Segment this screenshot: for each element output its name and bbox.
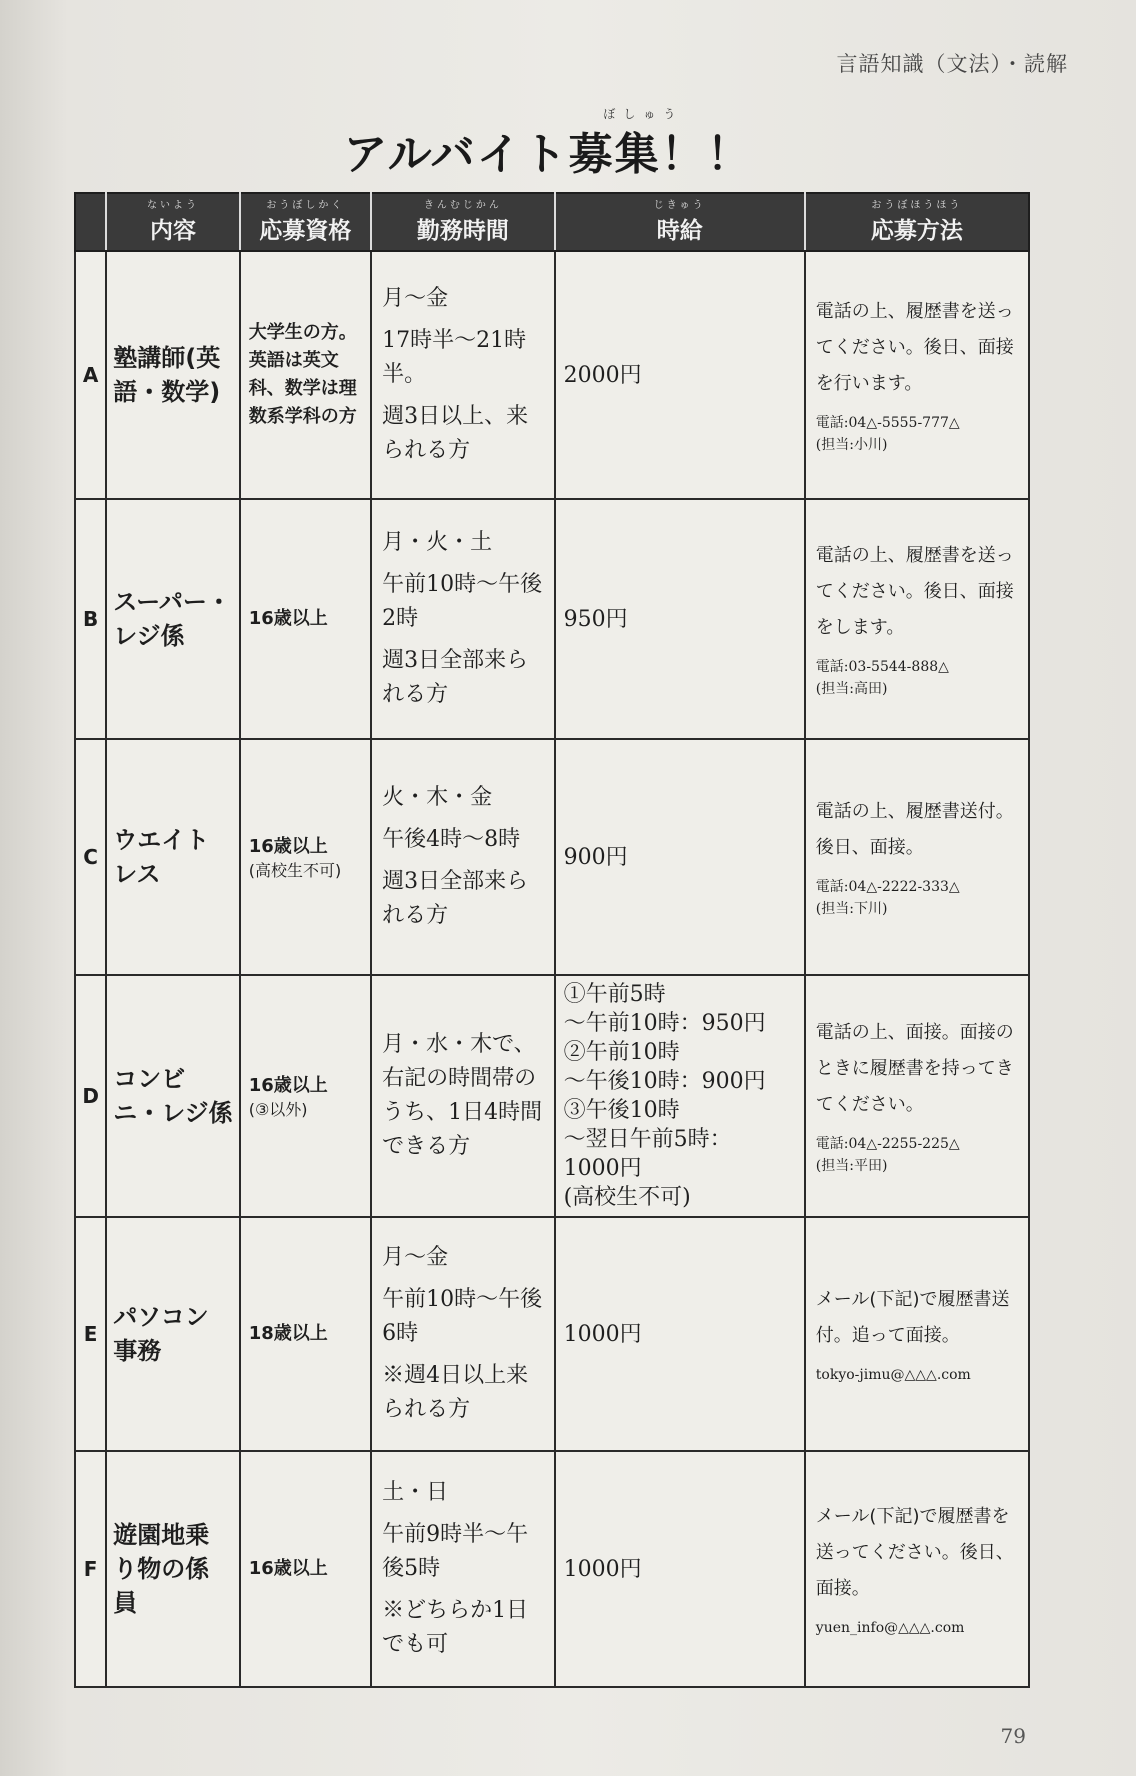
qualification-text: 16歳以上 (248, 1075, 328, 1096)
contact-info (816, 412, 1018, 456)
application-method (805, 1451, 1029, 1687)
hourly-pay (555, 1217, 805, 1451)
header-ruby: じきゅう (653, 199, 706, 211)
qualification (240, 739, 371, 975)
pay-line: ②午前10時 (563, 1040, 680, 1065)
header-ruby: おうぼしかく (266, 199, 345, 211)
work-hours (371, 251, 555, 499)
pay-line: 〜午後10時：900円 (563, 1069, 766, 1094)
hours-line: 土・日 (382, 1480, 449, 1505)
pay-line: 1000円 (563, 1321, 642, 1347)
contact-line: 電話:04△-2255-225△ (815, 1136, 960, 1152)
hourly-pay (555, 739, 805, 975)
hours-line: 火・木・金 (382, 785, 493, 810)
table-row (75, 975, 1029, 1217)
title-ruby: ぼしゅう (603, 107, 684, 121)
contact-info (816, 1133, 1018, 1177)
pay-line: 1000円 (563, 1556, 642, 1582)
method-text: メール(下記)で履歴書送付。追って面接。 (815, 1289, 1010, 1346)
hours-line: ※どちらか1日でも可 (382, 1598, 529, 1657)
hours-line: 午前9時半〜午後5時 (382, 1522, 529, 1581)
row-letter: A (75, 251, 106, 499)
header-pay (555, 193, 805, 251)
contact-line: 電話:04△-2222-333△ (815, 879, 960, 895)
contact-line: (担当:高田) (815, 681, 888, 697)
title-text: アルバイト募集！！ (343, 129, 753, 180)
job-listing-table (74, 192, 1030, 1688)
hours-line: 週3日以上、来られる方 (382, 404, 529, 463)
work-hours (371, 739, 555, 975)
work-hours (371, 499, 555, 739)
application-method (805, 975, 1029, 1217)
method-text: 電話の上、履歴書送付。後日、面接。 (815, 801, 1014, 858)
hours-line: 月〜金 (382, 286, 449, 311)
row-letter: E (75, 1217, 106, 1451)
pay-line: 〜翌日午前5時： (563, 1127, 732, 1152)
header-label: 内容 (149, 217, 196, 244)
header-content (106, 193, 239, 251)
header-label: 応募方法 (870, 217, 963, 244)
running-head: 言語知識（文法）・読解 (836, 52, 1068, 76)
job-title: コンビニ・レジ係 (106, 975, 239, 1217)
hourly-pay (555, 1451, 805, 1687)
header-ruby: おうぼほうほう (871, 199, 963, 211)
pay-line: 900円 (563, 844, 628, 870)
table-row (75, 1451, 1029, 1687)
method-text: 電話の上、履歴書を送ってください。後日、面接をします。 (815, 545, 1014, 638)
pay-line: 950円 (563, 606, 628, 632)
hours-line: 週3日全部来られる方 (382, 869, 529, 928)
pay-line: 2000円 (563, 362, 642, 388)
application-method (805, 739, 1029, 975)
qualification (240, 251, 371, 499)
qualification-text: 16歳以上 (248, 1558, 328, 1579)
table-header-row (75, 193, 1029, 251)
contact-line: yuen_info@△△△.com (815, 1620, 965, 1636)
title-area (0, 107, 1136, 182)
qualification (240, 1451, 371, 1687)
job-title: ウエイトレス (106, 739, 239, 975)
qualification (240, 499, 371, 739)
pay-line: (高校生不可) (563, 1185, 691, 1210)
job-title: 遊園地乗り物の係員 (106, 1451, 239, 1687)
job-title: スーパー・レジ係 (106, 499, 239, 739)
hourly-pay (555, 251, 805, 499)
header-ruby: きんむじかん (423, 199, 502, 211)
qualification (240, 1217, 371, 1451)
row-letter: D (75, 975, 106, 1217)
contact-line: (担当:平田) (815, 1158, 888, 1174)
contact-line: tokyo-jimu@△△△.com (815, 1367, 971, 1383)
contact-info (816, 876, 1018, 920)
method-text: 電話の上、面接。面接のときに履歴書を持ってきてください。 (815, 1022, 1014, 1115)
qualification-note: (高校生不可) (248, 861, 342, 880)
hours-line: 午前10時〜午後2時 (382, 572, 543, 631)
pay-line: 1000円 (563, 1156, 642, 1181)
header-ruby: ないよう (146, 199, 199, 211)
row-letter: B (75, 499, 106, 739)
contact-info (816, 1364, 1018, 1386)
pay-line: ①午前5時 (563, 982, 666, 1007)
table-row (75, 1217, 1029, 1451)
page-title (343, 107, 753, 182)
table-row (75, 739, 1029, 975)
work-hours (371, 975, 555, 1217)
qualification-text: 16歳以上 (248, 608, 328, 629)
contact-line: (担当:下川) (815, 901, 888, 917)
row-letter: F (75, 1451, 106, 1687)
job-title: 塾講師(英語・数学) (106, 251, 239, 499)
application-method (805, 1217, 1029, 1451)
hours-line: ※週4日以上来られる方 (382, 1363, 529, 1422)
table-row (75, 251, 1029, 499)
header-hours (371, 193, 555, 251)
job-title: パソコン事務 (106, 1217, 239, 1451)
qualification-text: 18歳以上 (248, 1323, 328, 1344)
pay-line: 〜午前10時：950円 (563, 1011, 766, 1036)
contact-line: (担当:小川) (815, 437, 888, 453)
work-hours (371, 1217, 555, 1451)
hourly-pay (555, 975, 805, 1217)
hours-line: 月・水・木で、右記の時間帯のうち、1日4時間できる方 (382, 1032, 543, 1159)
qualification-text: 16歳以上 (248, 836, 328, 857)
qualification (240, 975, 371, 1217)
header-method (805, 193, 1029, 251)
contact-line: 電話:04△-5555-777△ (815, 415, 960, 431)
hourly-pay (555, 499, 805, 739)
table-row (75, 499, 1029, 739)
header-label: 勤務時間 (416, 217, 509, 244)
header-label: 応募資格 (259, 217, 352, 244)
hours-line: 週3日全部来られる方 (382, 648, 529, 707)
hours-line: 午後4時〜8時 (382, 827, 521, 852)
qualification-note: (③以外) (248, 1100, 308, 1119)
method-text: 電話の上、履歴書を送ってください。後日、面接を行います。 (815, 301, 1014, 394)
work-hours (371, 1451, 555, 1687)
pay-line: ③午後10時 (563, 1098, 680, 1123)
row-letter: C (75, 739, 106, 975)
method-text: メール(下記)で履歴書を送ってください。後日、面接。 (815, 1506, 1014, 1599)
header-letter-cell (75, 193, 106, 251)
page-number: 79 (1000, 1724, 1026, 1748)
contact-line: 電話:03-5544-888△ (815, 659, 949, 675)
hours-line: 月〜金 (382, 1245, 449, 1270)
hours-line: 17時半〜21時半。 (382, 328, 527, 387)
hours-line: 月・火・土 (382, 530, 493, 555)
application-method (805, 499, 1029, 739)
qualification-text: 大学生の方。英語は英文科、数学は理数系学科の方 (248, 322, 357, 427)
job-table-container (74, 192, 1030, 1688)
header-label: 時給 (656, 217, 703, 244)
contact-info (816, 1617, 1018, 1639)
hours-line: 午前10時〜午後6時 (382, 1287, 543, 1346)
header-qualification (240, 193, 371, 251)
contact-info (816, 656, 1018, 700)
application-method (805, 251, 1029, 499)
